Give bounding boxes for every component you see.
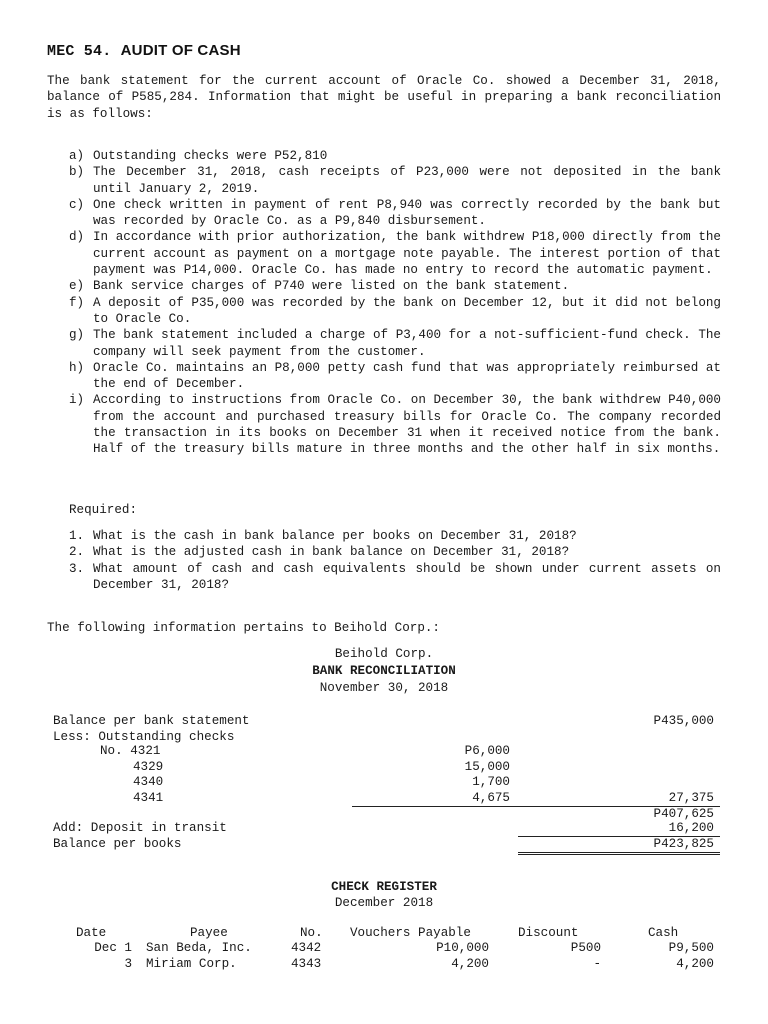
row-discount: - xyxy=(593,957,601,971)
row-no: 4343 xyxy=(291,957,322,971)
row-vouchers-payable: P10,000 xyxy=(436,941,489,955)
check-no: No. 4321 xyxy=(100,744,161,758)
list-item: a) Outstanding checks were P52,810 xyxy=(69,149,328,163)
balance-bank-value: P435,000 xyxy=(653,714,714,728)
col-discount: Discount xyxy=(518,926,579,940)
double-underline-top xyxy=(518,852,720,853)
row-date: Dec 1 xyxy=(94,941,132,955)
list-item: g) The bank statement included a charge of P3,400 for a not-sufficient-fund check. The company will seek payment from the customer. xyxy=(69,328,721,359)
add-label: Add: Deposit in transit xyxy=(53,821,227,835)
row-vouchers-payable: 4,200 xyxy=(451,957,489,971)
books-value: P423,825 xyxy=(653,837,714,851)
col-vouchers-payable: Vouchers Payable xyxy=(350,926,471,940)
list-item: c) One check written in payment of rent P8,940 was correctly recorded by the bank but was recorded by Oracle Co. as a P9,840 disbursement. xyxy=(69,197,721,229)
required-label: Required: xyxy=(69,503,138,517)
row-date: 3 xyxy=(124,957,132,971)
register-heading: CHECK REGISTER xyxy=(331,880,437,894)
intro-paragraph: The bank statement for the current account of Oracle Co. showed a December 31, 2018, balance of P585,284. Information that might be useful in preparing a bank reconciliation is as follows: xyxy=(47,74,721,121)
row-payee: San Beda, Inc. xyxy=(146,941,252,955)
col-payee: Payee xyxy=(190,926,228,940)
row-discount: P500 xyxy=(570,941,601,955)
list-item: d) In accordance with prior authorization, the bank withdrew P18,000 directly from the current account as payment on a mortgage note payable. The interest portion of that payment was P14,000. Oracle Co. has made no entry to record the automatic payment. xyxy=(69,230,721,278)
question-item: 3. What amount of cash and cash equivalents should be shown under current assets on December 31, 2018? xyxy=(69,561,721,592)
row-cash: P9,500 xyxy=(668,941,714,955)
check-no: 4340 xyxy=(133,775,164,789)
list-item: e) Bank service charges of P740 were listed on the bank statement. xyxy=(69,279,570,294)
row-no: 4342 xyxy=(291,941,322,955)
question-item: 1. What is the cash in bank balance per books on December 31, 2018? xyxy=(69,529,577,543)
list-item: f) A deposit of P35,000 was recorded by the bank on December 12, but it did not belong to Oracle Co. xyxy=(69,295,721,326)
list-item: b) The December 31, 2018, cash receipts of P23,000 were not deposited in the bank until January 2, 2019. xyxy=(69,165,721,196)
check-amount: 4,675 xyxy=(472,791,510,805)
list-item: h) Oracle Co. maintains an P8,000 petty cash fund that was appropriately reimbursed at the end of December. xyxy=(69,360,721,392)
question-item: 2. What is the adjusted cash in bank balance on December 31, 2018? xyxy=(69,545,570,560)
less-label: Less: Outstanding checks xyxy=(53,730,235,744)
balance-bank-label: Balance per bank statement xyxy=(53,714,250,728)
list-item: i) According to instructions from Oracle Co. on December 30, the bank withdrew P40,000 from the account and purchased treasury bills for Oracle Co. The company recorded the transaction in its books on December 31 when it received notice from the bank. Half of the treasury bills mature in three months and the other half in six months. xyxy=(69,393,721,457)
info-list xyxy=(69,148,721,458)
check-amount: 15,000 xyxy=(464,760,510,774)
double-underline-bottom xyxy=(518,854,720,855)
row-cash: 4,200 xyxy=(676,957,714,971)
recon-date: November 30, 2018 xyxy=(319,681,449,695)
check-no: 4329 xyxy=(133,760,164,774)
recon-heading: BANK RECONCILIATION xyxy=(312,664,456,678)
title-code: MEC 54. xyxy=(47,43,112,60)
following-paragraph: The following information pertains to Beihold Corp.: xyxy=(47,621,440,635)
document-title xyxy=(47,43,241,60)
add-value: 16,200 xyxy=(668,821,714,835)
check-amount: P6,000 xyxy=(464,744,510,758)
questions-list xyxy=(69,528,721,593)
check-amount: 1,700 xyxy=(472,775,510,789)
row-payee: Miriam Corp. xyxy=(146,957,237,971)
check-no: 4341 xyxy=(133,791,164,805)
col-no: No. xyxy=(300,926,323,940)
title-text: AUDIT OF CASH xyxy=(120,42,241,59)
books-label: Balance per books xyxy=(53,837,182,851)
col-date: Date xyxy=(76,926,107,940)
col-cash: Cash xyxy=(648,926,679,940)
recon-company: Beihold Corp. xyxy=(334,647,434,661)
checks-total: 27,375 xyxy=(668,791,714,805)
register-date: December 2018 xyxy=(334,896,434,910)
subtotal-value: P407,625 xyxy=(653,807,714,821)
